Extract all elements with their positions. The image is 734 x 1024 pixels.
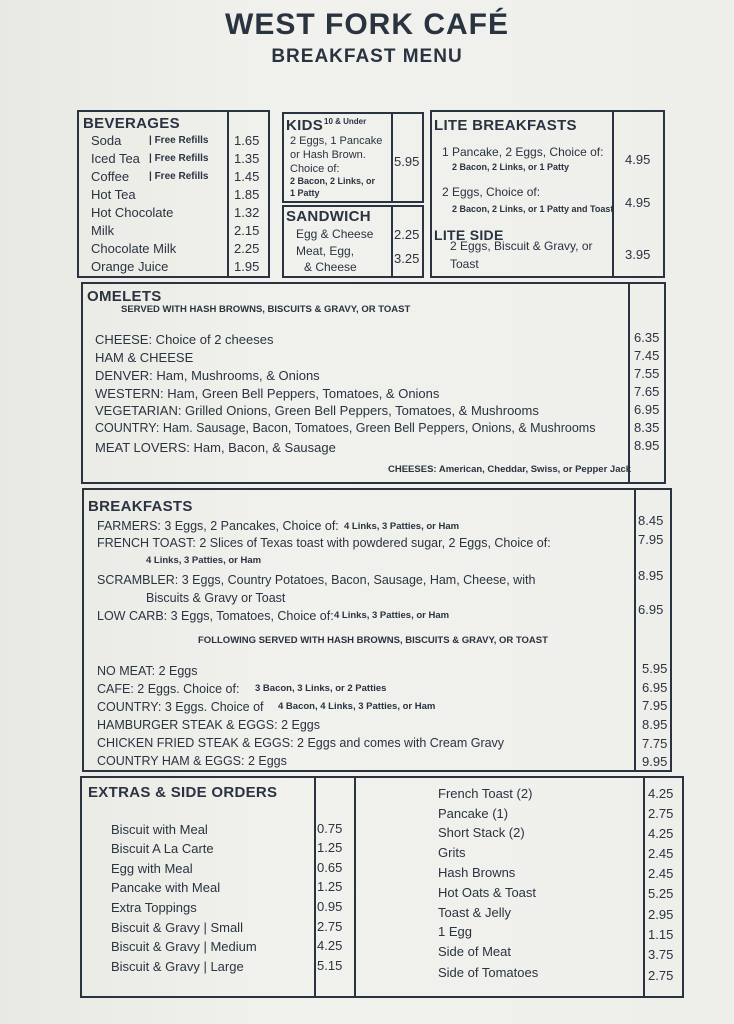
sandwich-line: Meat, Egg, [296, 244, 355, 258]
omelet-price: 7.65 [634, 384, 660, 399]
sandwich-line: Egg & Cheese [296, 227, 374, 241]
extras-left-price: 0.95 [317, 899, 343, 914]
extras-left-price: 0.75 [317, 821, 343, 836]
kids-age-note: 10 & Under [324, 117, 367, 126]
omelet-item: MEAT LOVERS: Ham, Bacon, & Sausage [95, 440, 336, 455]
bev-name: Soda [91, 133, 122, 148]
breakfast-item: LOW CARB: 3 Eggs, Tomatoes, Choice of: [97, 609, 334, 623]
lite-price: 4.95 [625, 152, 651, 167]
breakfast-price: 6.95 [642, 680, 668, 695]
breakfast-choice: 4 Bacon, 4 Links, 3 Patties, or Ham [278, 701, 436, 712]
omelet-price: 6.95 [634, 402, 660, 417]
breakfast-item: CAFE: 2 Eggs. Choice of: [97, 682, 240, 696]
bev-note: | Free Refills [149, 135, 209, 146]
bev-name: Coffee [91, 169, 130, 184]
breakfast-price: 7.95 [638, 532, 664, 547]
lite-price: 4.95 [625, 195, 651, 210]
extras-left-price: 2.75 [317, 919, 343, 934]
lite-choice: 2 Bacon, 2 Links, or 1 Patty and Toast [452, 204, 614, 214]
extras-right-price: 2.95 [648, 907, 674, 922]
sandwich-line: & Cheese [304, 260, 357, 274]
sandwich-price: 2.25 [394, 227, 420, 242]
breakfast-price: 8.95 [642, 717, 668, 732]
bev-name: Chocolate Milk [91, 241, 177, 256]
breakfast-item: CHICKEN FRIED STEAK & EGGS: 2 Eggs and comes with Cream Gravy [97, 736, 505, 750]
breakfast-item: SCRAMBLER: 3 Eggs, Country Potatoes, Bacon, Sausage, Ham, Cheese, with [97, 573, 536, 587]
omelets-cheeses-note: CHEESES: American, Cheddar, Swiss, or Pepper Jack [388, 464, 632, 475]
extras-heading: EXTRAS & SIDE ORDERS [88, 784, 278, 801]
breakfast-choice: 3 Bacon, 3 Links, or 2 Patties [255, 683, 387, 694]
breakfasts-following-note: FOLLOWING SERVED WITH HASH BROWNS, BISCUITS & GRAVY, OR TOAST [198, 635, 548, 646]
extras-right-item: Hash Browns [438, 865, 516, 880]
extras-left-item: Egg with Meal [111, 861, 193, 876]
extras-left-item: Biscuit A La Carte [111, 841, 214, 856]
extras-right-item: Short Stack (2) [438, 825, 525, 840]
breakfast-price: 5.95 [642, 661, 668, 676]
extras-right-price: 2.75 [648, 968, 674, 983]
bev-price: 1.85 [234, 187, 260, 202]
extras-right-price: 3.75 [648, 947, 674, 962]
extras-right-price: 4.25 [648, 786, 674, 801]
sandwich-price: 3.25 [394, 251, 420, 266]
bev-price: 2.25 [234, 241, 260, 256]
extras-right-item: Side of Tomatoes [438, 965, 539, 980]
breakfast-item: HAMBURGER STEAK & EGGS: 2 Eggs [97, 718, 320, 732]
extras-left-price: 1.25 [317, 879, 343, 894]
breakfast-choice: 4 Links, 3 Patties, or Ham [334, 610, 450, 621]
omelet-price: 7.55 [634, 366, 660, 381]
lite-side-line: Toast [450, 257, 479, 271]
bev-name: Orange Juice [91, 259, 169, 274]
beverages-heading: BEVERAGES [83, 115, 180, 132]
bev-name: Hot Tea [91, 187, 136, 202]
omelet-item: COUNTRY: Ham. Sausage, Bacon, Tomatoes, Green Bell Peppers, Onions, & Mushrooms [95, 421, 596, 435]
kids-line: or Hash Brown. [290, 149, 366, 161]
lite-breakfasts-section [430, 110, 665, 278]
bev-note: | Free Refills [149, 153, 209, 164]
sandwich-section [282, 205, 424, 278]
bev-price: 1.45 [234, 169, 260, 184]
sandwich-heading: SANDWICH [286, 208, 371, 225]
extras-left-item: Biscuit with Meal [111, 822, 208, 837]
omelet-price: 8.95 [634, 438, 660, 453]
extras-section [80, 776, 684, 998]
extras-right-item: 1 Egg [438, 924, 472, 939]
lite-side-price: 3.95 [625, 247, 651, 262]
breakfast-price: 8.95 [638, 568, 664, 583]
omelets-section [81, 282, 666, 484]
omelets-heading: OMELETS [87, 288, 162, 305]
extras-right-item: Toast & Jelly [438, 905, 511, 920]
beverages-section [77, 110, 270, 278]
extras-right-price: 2.45 [648, 846, 674, 861]
omelet-item: CHEESE: Choice of 2 cheeses [95, 332, 274, 347]
breakfast-price: 9.95 [642, 754, 668, 769]
lite-side-line: 2 Eggs, Biscuit & Gravy, or [450, 239, 593, 253]
breakfast-price: 8.45 [638, 513, 664, 528]
lite-line: 2 Eggs, Choice of: [442, 185, 541, 199]
omelets-subheading: SERVED WITH HASH BROWNS, BISCUITS & GRAVY, OR TOAST [121, 304, 411, 315]
extras-left-item: Pancake with Meal [111, 880, 221, 895]
breakfasts-section [82, 488, 672, 772]
omelet-item: HAM & CHEESE [95, 350, 194, 365]
bev-name: Milk [91, 223, 115, 238]
breakfast-price: 7.75 [642, 736, 668, 751]
menu-subtitle: BREAKFAST MENU [271, 46, 463, 67]
extras-right-price: 2.45 [648, 866, 674, 881]
omelet-price: 7.45 [634, 348, 660, 363]
extras-right-price: 2.75 [648, 806, 674, 821]
breakfast-item: NO MEAT: 2 Eggs [97, 664, 198, 678]
bev-price: 2.15 [234, 223, 260, 238]
kids-line: Choice of: [290, 163, 340, 175]
lite-choice: 2 Bacon, 2 Links, or 1 Patty [452, 162, 570, 172]
extras-left-price: 4.25 [317, 938, 343, 953]
breakfast-item: COUNTRY: 3 Eggs. Choice of [97, 700, 264, 714]
kids-line: 2 Eggs, 1 Pancake [290, 135, 383, 147]
extras-left-item: Extra Toppings [111, 900, 197, 915]
breakfast-item: COUNTRY HAM & EGGS: 2 Eggs [97, 754, 287, 768]
bev-price: 1.65 [234, 133, 260, 148]
omelet-item: WESTERN: Ham, Green Bell Peppers, Tomatoes, & Onions [95, 386, 440, 401]
extras-right-price: 4.25 [648, 826, 674, 841]
omelet-price: 8.35 [634, 420, 660, 435]
extras-left-item: Biscuit & Gravy | Medium [111, 939, 257, 954]
breakfast-item-cont: Biscuits & Gravy or Toast [146, 591, 286, 605]
extras-right-price: 1.15 [648, 927, 674, 942]
omelet-price: 6.35 [634, 330, 660, 345]
extras-right-price: 5.25 [648, 886, 674, 901]
kids-section [282, 112, 424, 203]
extras-right-item: Hot Oats & Toast [438, 885, 537, 900]
breakfasts-heading: BREAKFASTS [88, 498, 193, 515]
omelet-item: VEGETARIAN: Grilled Onions, Green Bell Peppers, Tomatoes, & Mushrooms [95, 403, 539, 418]
breakfast-choice: 4 Links, 3 Patties, or Ham [344, 521, 460, 532]
omelet-item: DENVER: Ham, Mushrooms, & Onions [95, 368, 320, 383]
breakfast-price: 6.95 [638, 602, 664, 617]
lite-side-heading: LITE SIDE [434, 227, 504, 243]
kids-line: 2 Bacon, 2 Links, or [290, 176, 376, 186]
breakfast-price: 7.95 [642, 698, 668, 713]
lite-line: 1 Pancake, 2 Eggs, Choice of: [442, 145, 604, 159]
bev-price: 1.32 [234, 205, 260, 220]
bev-price: 1.95 [234, 259, 260, 274]
breakfast-item: FRENCH TOAST: 2 Slices of Texas toast with powdered sugar, 2 Eggs, Choice of: [97, 536, 551, 550]
bev-note: | Free Refills [149, 171, 209, 182]
extras-left-price: 0.65 [317, 860, 343, 875]
kids-price: 5.95 [394, 154, 420, 169]
extras-left-price: 5.15 [317, 958, 343, 973]
breakfast-choice: 4 Links, 3 Patties, or Ham [146, 555, 262, 566]
kids-heading: KIDS [286, 117, 324, 134]
extras-right-item: Pancake (1) [438, 806, 509, 821]
extras-right-item: Grits [438, 845, 466, 860]
kids-line: 1 Patty [290, 188, 320, 198]
breakfast-item: FARMERS: 3 Eggs, 2 Pancakes, Choice of: [97, 519, 339, 533]
extras-left-item: Biscuit & Gravy | Large [111, 959, 244, 974]
extras-left-item: Biscuit & Gravy | Small [111, 920, 243, 935]
cafe-title: WEST FORK CAFÉ [225, 8, 509, 41]
lite-heading: LITE BREAKFASTS [434, 117, 577, 134]
bev-name: Iced Tea [91, 151, 140, 166]
bev-name: Hot Chocolate [91, 205, 174, 220]
extras-right-item: French Toast (2) [438, 786, 533, 801]
extras-right-item: Side of Meat [438, 944, 511, 959]
bev-price: 1.35 [234, 151, 260, 166]
extras-left-price: 1.25 [317, 840, 343, 855]
